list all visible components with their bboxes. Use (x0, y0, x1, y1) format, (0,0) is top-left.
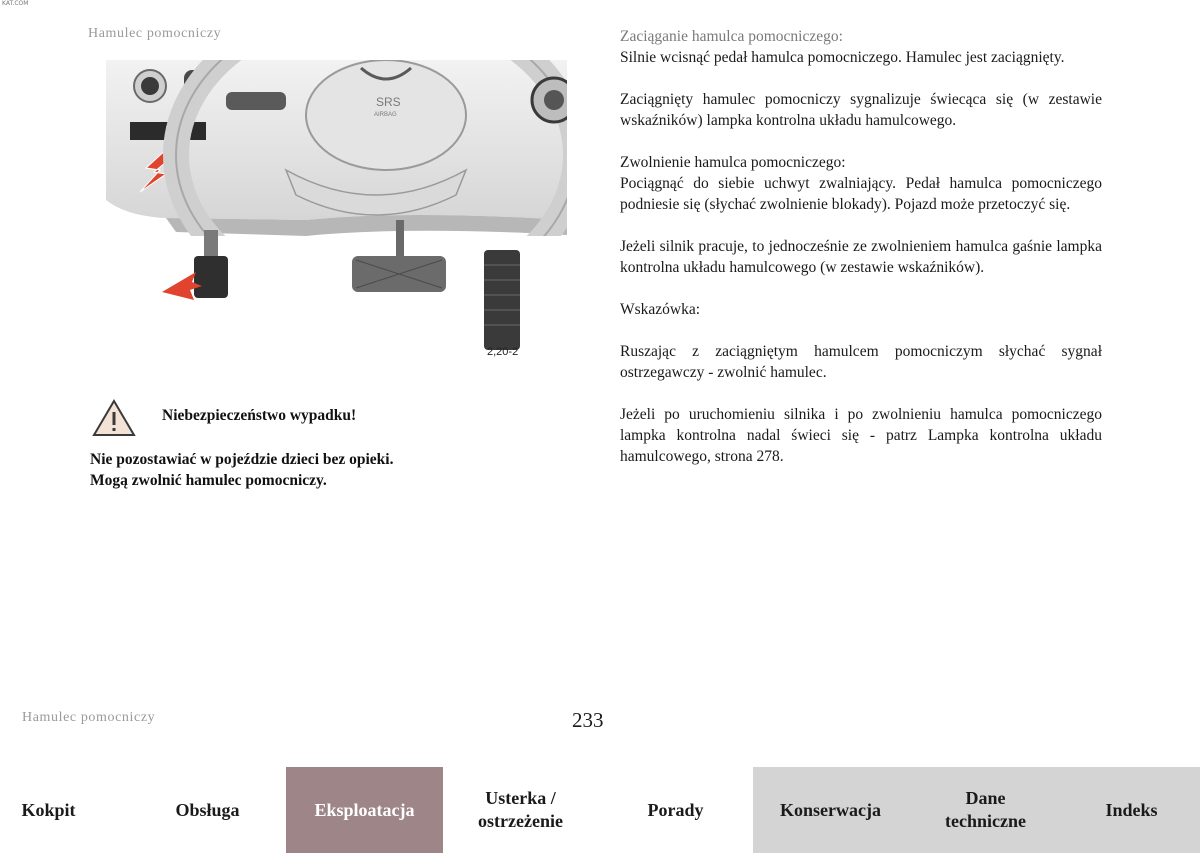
tab-porady[interactable]: Porady (647, 799, 704, 820)
tab-indeks[interactable]: Indeks (1063, 767, 1200, 853)
watermark: KAT.COM (2, 0, 29, 7)
tab-dane-techniczne[interactable] (908, 767, 1063, 853)
accident-warning (88, 385, 568, 505)
note-paragraph-1: Ruszając z zaciągniętym hamulcem pomocniczym słychać sygnał ostrzegawczy - zwolnić hamulec. (620, 343, 1102, 381)
airbag-label: AIRBAG (374, 112, 397, 118)
warning-triangle-icon (92, 399, 136, 437)
warning-line: Nie pozostawiać w pojeździe dzieci bez opieki. (90, 451, 394, 468)
parking-brake-pedal (194, 256, 228, 298)
engine-paragraph: Jeżeli silnik pracuje, to jednocześnie ze zwolnieniem hamulca gaśnie lampka kontrolna układu hamulcowego (w zestawie wskaźników). (620, 238, 1102, 276)
dash-lever (226, 92, 286, 110)
light-switch-knob-center (141, 77, 159, 95)
release-text: Pociągnąć do siebie uchwyt zwalniający. Pedał hamulca pomocniczego podniesie się (słychać zwolnienie blokady). Pojazd może przetoczyć się. (620, 175, 1102, 213)
parking-brake-illustration (106, 60, 567, 360)
instructions-column (620, 26, 1102, 488)
engage-heading: Zaciąganie hamulca pomocniczego: (620, 28, 843, 45)
indicator-paragraph: Zaciągnięty hamulec pomocniczy sygnalizuje świecąca się (w zestawie wskaźników) lampka kontrolna układu hamulcowego. (620, 91, 1102, 129)
ignition-lock-center (544, 90, 564, 110)
figure-code: 2,20-2 (487, 346, 519, 358)
warning-text (90, 449, 560, 491)
footer-section-title: Hamulec pomocniczy (22, 710, 156, 725)
tab-usterka-ostrzezenie[interactable] (443, 767, 598, 853)
warning-line: Mogą zwolnić hamulec pomocniczy. (90, 472, 327, 489)
engage-paragraph (620, 26, 1102, 68)
tab-obsluga[interactable]: Obsługa (175, 799, 240, 820)
chapter-tabs (0, 767, 1200, 853)
srs-label: SRS (376, 95, 401, 109)
note-label: Wskazówka: (620, 301, 701, 318)
section-title: Hamulec pomocniczy (88, 26, 222, 41)
tab-dane-label: Dane techniczne (945, 788, 1026, 831)
release-heading: Zwolnienie hamulca pomocniczego: (620, 154, 846, 171)
release-paragraph (620, 152, 1102, 215)
warning-heading: Niebezpieczeństwo wypadku! (162, 407, 357, 424)
brake-pedal-stem (396, 220, 404, 260)
page-number: 233 (572, 708, 604, 732)
tab-eksploatacja[interactable]: Eksploatacja (286, 767, 443, 853)
tab-usterka-label: Usterka / ostrzeżenie (478, 788, 563, 831)
engage-text: Silnie wcisnąć pedał hamulca pomocniczego. Hamulec jest zaciągnięty. (620, 49, 1065, 66)
note-paragraph-2: Jeżeli po uruchomieniu silnika i po zwolnieniu hamulca pomocniczego lampka kontrolna nadal świeci się - patrz Lampka kontrolna układu hamulcowego, strona 278. (620, 406, 1102, 465)
tab-konserwacja[interactable]: Konserwacja (753, 767, 908, 853)
tab-kokpit[interactable]: Kokpit (21, 799, 76, 820)
